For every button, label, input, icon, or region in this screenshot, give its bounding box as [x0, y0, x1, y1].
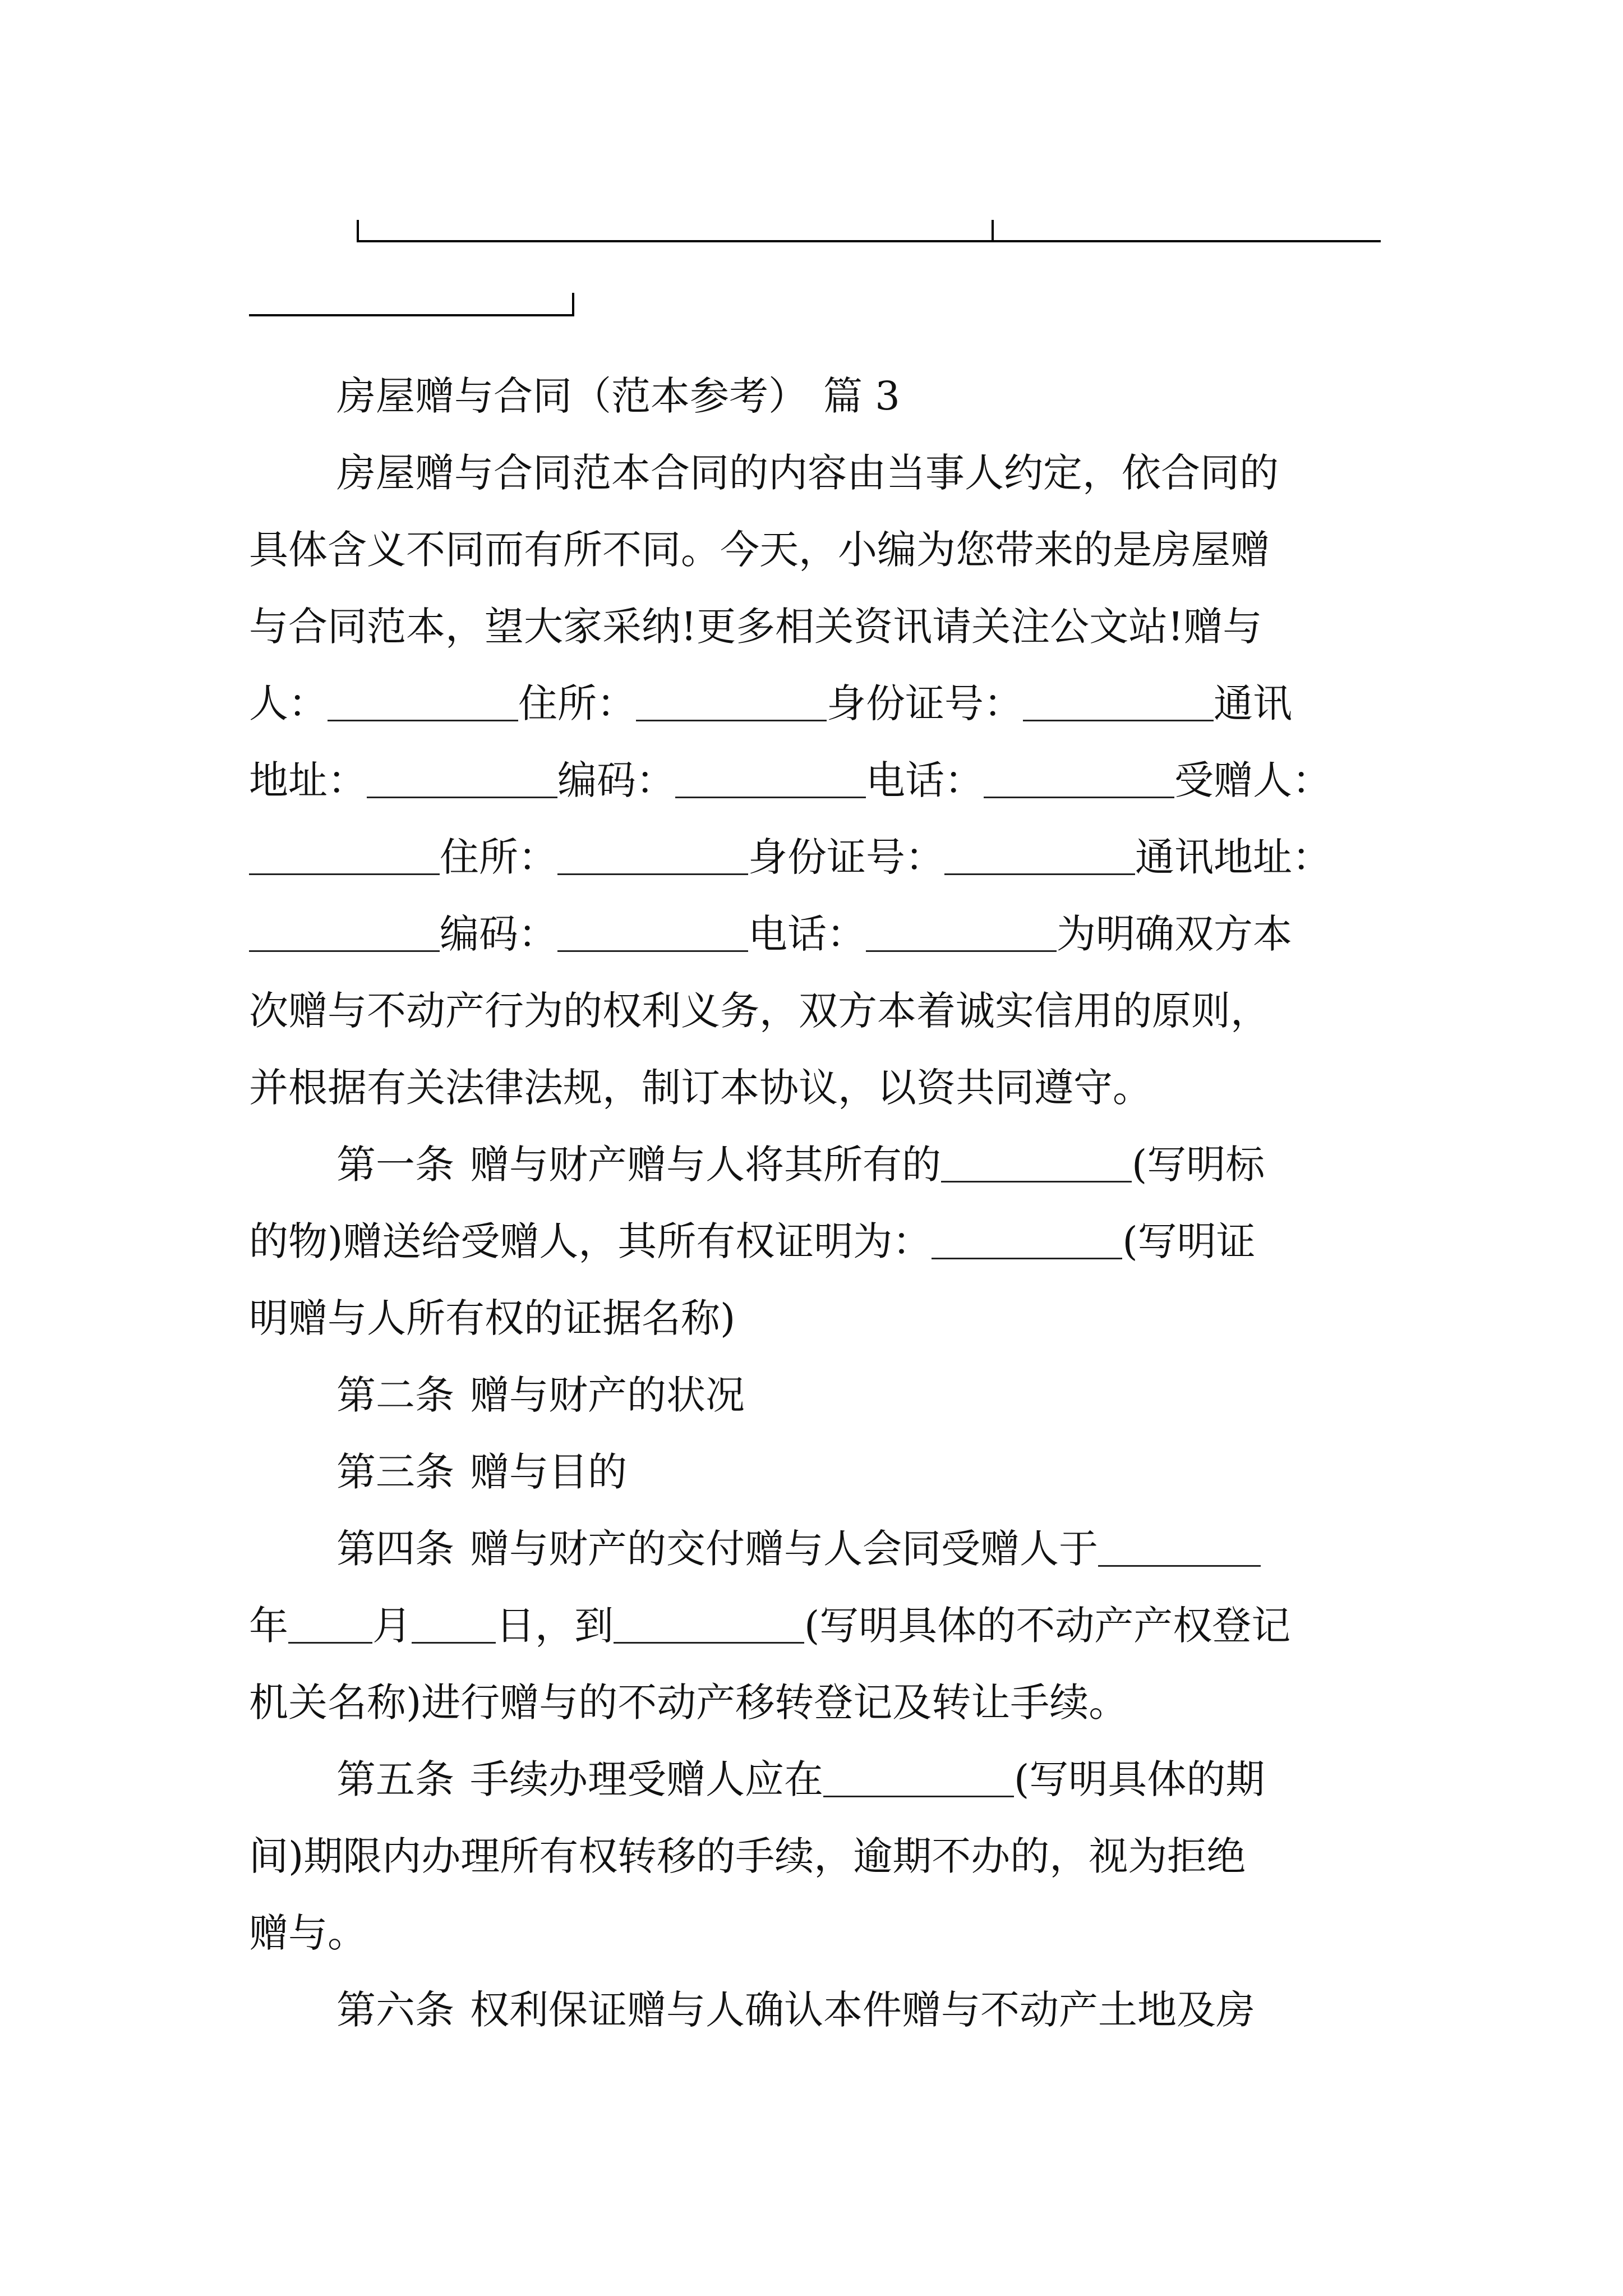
donor-address-blank	[636, 686, 827, 721]
donee-postcode-label: 编码：	[440, 911, 557, 957]
intro-line-7-tail: 为明确双方本	[1057, 911, 1292, 957]
heading-title: 房屋赠与合同（范本参考）	[336, 373, 808, 419]
article-2-head: 第二条	[336, 1372, 454, 1418]
article-4-year-blank	[1098, 1531, 1261, 1567]
section-heading	[336, 373, 900, 419]
article-4-line-3: 机关名称)进行赠与的不动产移转登记及转让手续。	[249, 1680, 1128, 1726]
intro-line-8: 次赠与不动产行为的权利义务，双方本着诚实信用的原则，	[249, 988, 1270, 1034]
article-1-line-3: 明赠与人所有权的证据名称)	[249, 1295, 736, 1341]
donor-comm-label-end: 地址：	[249, 757, 367, 803]
donee-address-blank	[557, 840, 748, 875]
article-1-text-2: 的物)赠送给受赠人，其所有权证明为：	[249, 1218, 932, 1264]
article-4-authority-blank	[614, 1608, 804, 1644]
donee-id-label: 身份证号：	[748, 834, 944, 880]
article-6-head: 第六条	[336, 1987, 454, 2033]
article-4-year: 年	[249, 1603, 288, 1649]
intro-line-6	[249, 834, 1331, 880]
article-1-tail-1: (写明标	[1132, 1142, 1265, 1188]
article-1-head: 第一条	[336, 1142, 454, 1188]
intro-line-2: 具体含义不同而有所不同。今天，小编为您带来的是房屋赠	[249, 527, 1270, 573]
donee-name-blank	[249, 840, 440, 875]
heading-part: 篇 3	[823, 373, 900, 419]
donor-comm-blank	[367, 763, 557, 798]
article-1-text: 赠与财产赠与人将其所有的	[470, 1142, 941, 1188]
article-5-tail-1: (写明具体的期	[1014, 1756, 1265, 1802]
article-4-line-1	[336, 1526, 1261, 1572]
article-4-text: 赠与财产的交付赠与人会同受赠人于	[470, 1526, 1098, 1572]
donor-id-blank	[1023, 686, 1214, 721]
article-5-line-1	[336, 1756, 1265, 1802]
article-4-month-blank	[288, 1608, 372, 1644]
donor-address-label: 住所：	[518, 680, 636, 726]
article-2-text: 赠与财产的状况	[470, 1372, 745, 1418]
article-5-text: 手续办理受赠人应在	[470, 1756, 823, 1802]
donee-comm-blank	[249, 917, 440, 952]
donee-label: 受赠人：	[1174, 757, 1331, 803]
donor-id-label: 身份证号：	[827, 680, 1023, 726]
donor-phone-blank	[984, 763, 1174, 798]
intro-line-5	[249, 757, 1331, 803]
article-3	[336, 1449, 627, 1495]
donor-name-blank	[328, 686, 518, 721]
article-4-line-2	[249, 1603, 1291, 1649]
article-6	[336, 1987, 1255, 2033]
intro-line-7	[249, 911, 1292, 957]
donee-phone-label: 电话：	[748, 911, 866, 957]
article-2	[336, 1372, 745, 1418]
intro-line-4	[249, 680, 1292, 726]
article-4-day-blank	[412, 1608, 496, 1644]
article-1-blank-2	[932, 1224, 1122, 1259]
donee-id-blank	[944, 840, 1135, 875]
article-4-tail-2: (写明具体的不动产产权登记	[804, 1603, 1291, 1649]
article-1-blank-1	[941, 1147, 1132, 1182]
article-1-line-2	[249, 1218, 1256, 1264]
intro-line-3: 与合同范本，望大家采纳!更多相关资讯请关注公文站!赠与	[249, 604, 1262, 650]
donor-postcode-blank	[675, 763, 866, 798]
article-6-text: 权利保证赠与人确认本件赠与不动产土地及房	[470, 1987, 1255, 2033]
donee-comm-label: 通讯地址：	[1135, 834, 1331, 880]
article-5-line-2: 间)期限内办理所有权转移的手续，逾期不办的，视为拒绝	[249, 1833, 1246, 1879]
article-5-period-blank	[823, 1762, 1014, 1797]
article-3-head: 第三条	[336, 1449, 454, 1495]
article-5-line-3: 赠与。	[249, 1910, 367, 1956]
article-3-text: 赠与目的	[470, 1449, 627, 1495]
donee-address-label: 住所：	[440, 834, 557, 880]
donor-phone-label: 电话：	[866, 757, 984, 803]
intro-line-1: 房屋赠与合同范本合同的内容由当事人约定，依合同的	[336, 450, 1279, 496]
donor-comm-label-start: 通讯	[1214, 680, 1292, 726]
article-1-tail-2: (写明证	[1122, 1218, 1256, 1264]
donor-postcode-label: 编码：	[557, 757, 675, 803]
donor-label: 人：	[249, 680, 328, 726]
article-4-month: 月	[372, 1603, 412, 1649]
intro-line-9: 并根据有关法律法规，制订本协议，以资共同遵守。	[249, 1065, 1152, 1111]
donee-phone-blank	[866, 917, 1057, 952]
article-1-line-1	[336, 1142, 1265, 1188]
article-4-day-to: 日，到	[496, 1603, 614, 1649]
donee-postcode-blank	[557, 917, 748, 952]
article-4-head: 第四条	[336, 1526, 454, 1572]
article-5-head: 第五条	[336, 1756, 454, 1802]
